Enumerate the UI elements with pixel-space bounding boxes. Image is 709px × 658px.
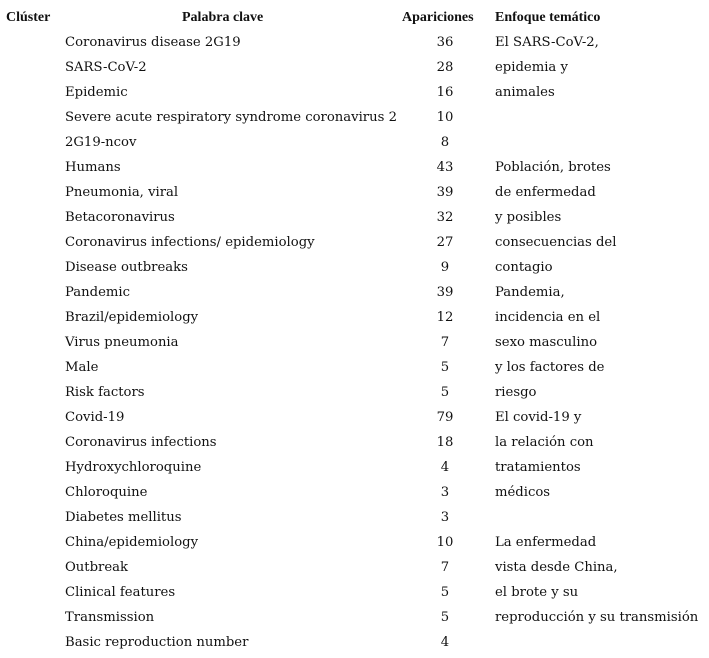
table-row	[0, 155, 709, 180]
table-row	[0, 105, 709, 130]
focus-cell: consecuencias del	[495, 235, 617, 250]
keyword-cell: Severe acute respiratory syndrome coronavirus 2	[65, 110, 397, 125]
keyword-cell: Chloroquine	[65, 485, 148, 500]
focus-cell: epidemia y	[495, 60, 568, 75]
table-row	[0, 455, 709, 480]
focus-cell: Población, brotes	[495, 160, 611, 175]
table-row	[0, 330, 709, 355]
table-row	[0, 430, 709, 455]
count-cell: 32	[436, 210, 454, 225]
table-row	[0, 305, 709, 330]
keyword-cell: Diabetes mellitus	[65, 510, 182, 525]
count-cell: 4	[440, 635, 450, 650]
header-focus: Enfoque temático	[495, 10, 601, 25]
focus-cell: contagio	[495, 260, 553, 275]
count-cell: 7	[440, 560, 450, 575]
keyword-cell: Humans	[65, 160, 121, 175]
focus-cell: animales	[495, 85, 555, 100]
count-cell: 27	[436, 235, 454, 250]
table-body	[0, 30, 709, 655]
count-cell: 7	[440, 335, 450, 350]
keyword-cell: 2G19-ncov	[65, 135, 137, 150]
header-keyword: Palabra clave	[182, 10, 264, 25]
count-cell: 12	[436, 310, 454, 325]
table-row	[0, 580, 709, 605]
focus-cell: de enfermedad	[495, 185, 596, 200]
focus-cell: tratamientos	[495, 460, 581, 475]
table-row	[0, 555, 709, 580]
table-row	[0, 255, 709, 280]
count-cell: 28	[436, 60, 454, 75]
keyword-cell: Coronavirus infections/ epidemiology	[65, 235, 315, 250]
table-row	[0, 130, 709, 155]
keyword-cell: Basic reproduction number	[65, 635, 249, 650]
keyword-cell: Betacoronavirus	[65, 210, 175, 225]
keyword-cell: China/epidemiology	[65, 535, 199, 550]
table-row	[0, 80, 709, 105]
table-row	[0, 405, 709, 430]
table-row	[0, 180, 709, 205]
keyword-cell: Risk factors	[65, 385, 145, 400]
table-row	[0, 30, 709, 55]
count-cell: 39	[436, 285, 454, 300]
table-row	[0, 480, 709, 505]
keyword-cell: Pneumonia, viral	[65, 185, 179, 200]
count-cell: 5	[440, 610, 450, 625]
count-cell: 5	[440, 385, 450, 400]
table-row	[0, 55, 709, 80]
table-row	[0, 530, 709, 555]
table-row	[0, 355, 709, 380]
header-cluster: Clúster	[6, 10, 51, 25]
focus-cell: riesgo	[495, 385, 537, 400]
count-cell: 36	[436, 35, 454, 50]
count-cell: 16	[436, 85, 454, 100]
count-cell: 5	[440, 585, 450, 600]
keyword-cell: Epidemic	[65, 85, 128, 100]
focus-cell: La enfermedad	[495, 535, 597, 550]
focus-cell: sexo masculino	[495, 335, 598, 350]
keyword-cell: Male	[65, 360, 99, 375]
count-cell: 3	[440, 485, 450, 500]
count-cell: 39	[436, 185, 454, 200]
keyword-cell: SARS-CoV-2	[65, 60, 147, 75]
focus-cell: y los factores de	[495, 360, 605, 375]
focus-cell: Pandemia,	[495, 285, 565, 300]
focus-cell: el brote y su	[495, 585, 579, 600]
focus-cell: vista desde China,	[495, 560, 618, 575]
keyword-cell: Coronavirus disease 2G19	[65, 35, 241, 50]
focus-cell: El covid-19 y	[495, 410, 582, 425]
table-row	[0, 605, 709, 630]
keyword-cell: Virus pneumonia	[65, 335, 179, 350]
keyword-cell: Coronavirus infections	[65, 435, 217, 450]
count-cell: 10	[436, 535, 454, 550]
keyword-cell: Clinical features	[65, 585, 176, 600]
focus-cell: la relación con	[495, 435, 594, 450]
table-row	[0, 505, 709, 530]
table-row	[0, 230, 709, 255]
focus-cell: reproducción y su transmisión	[495, 610, 699, 625]
count-cell: 43	[436, 160, 454, 175]
keyword-cell: Pandemic	[65, 285, 130, 300]
keyword-cell: Disease outbreaks	[65, 260, 188, 275]
count-cell: 79	[436, 410, 454, 425]
count-cell: 18	[436, 435, 454, 450]
focus-cell: médicos	[495, 485, 551, 500]
count-cell: 9	[440, 260, 450, 275]
focus-cell: incidencia en el	[495, 310, 601, 325]
table-row	[0, 205, 709, 230]
table-row	[0, 280, 709, 305]
keyword-cell: Transmission	[65, 610, 155, 625]
keyword-cell: Outbreak	[65, 560, 129, 575]
count-cell: 10	[436, 110, 454, 125]
count-cell: 4	[440, 460, 450, 475]
count-cell: 8	[440, 135, 450, 150]
header-count: Apariciones	[402, 10, 474, 25]
keyword-cell: Covid-19	[65, 410, 125, 425]
table-row	[0, 630, 709, 655]
focus-cell: y posibles	[495, 210, 562, 225]
table-row	[0, 380, 709, 405]
focus-cell: El SARS-CoV-2,	[495, 35, 599, 50]
count-cell: 3	[440, 510, 450, 525]
count-cell: 5	[440, 360, 450, 375]
keyword-cell: Brazil/epidemiology	[65, 310, 199, 325]
keyword-cell: Hydroxychloroquine	[65, 460, 202, 475]
